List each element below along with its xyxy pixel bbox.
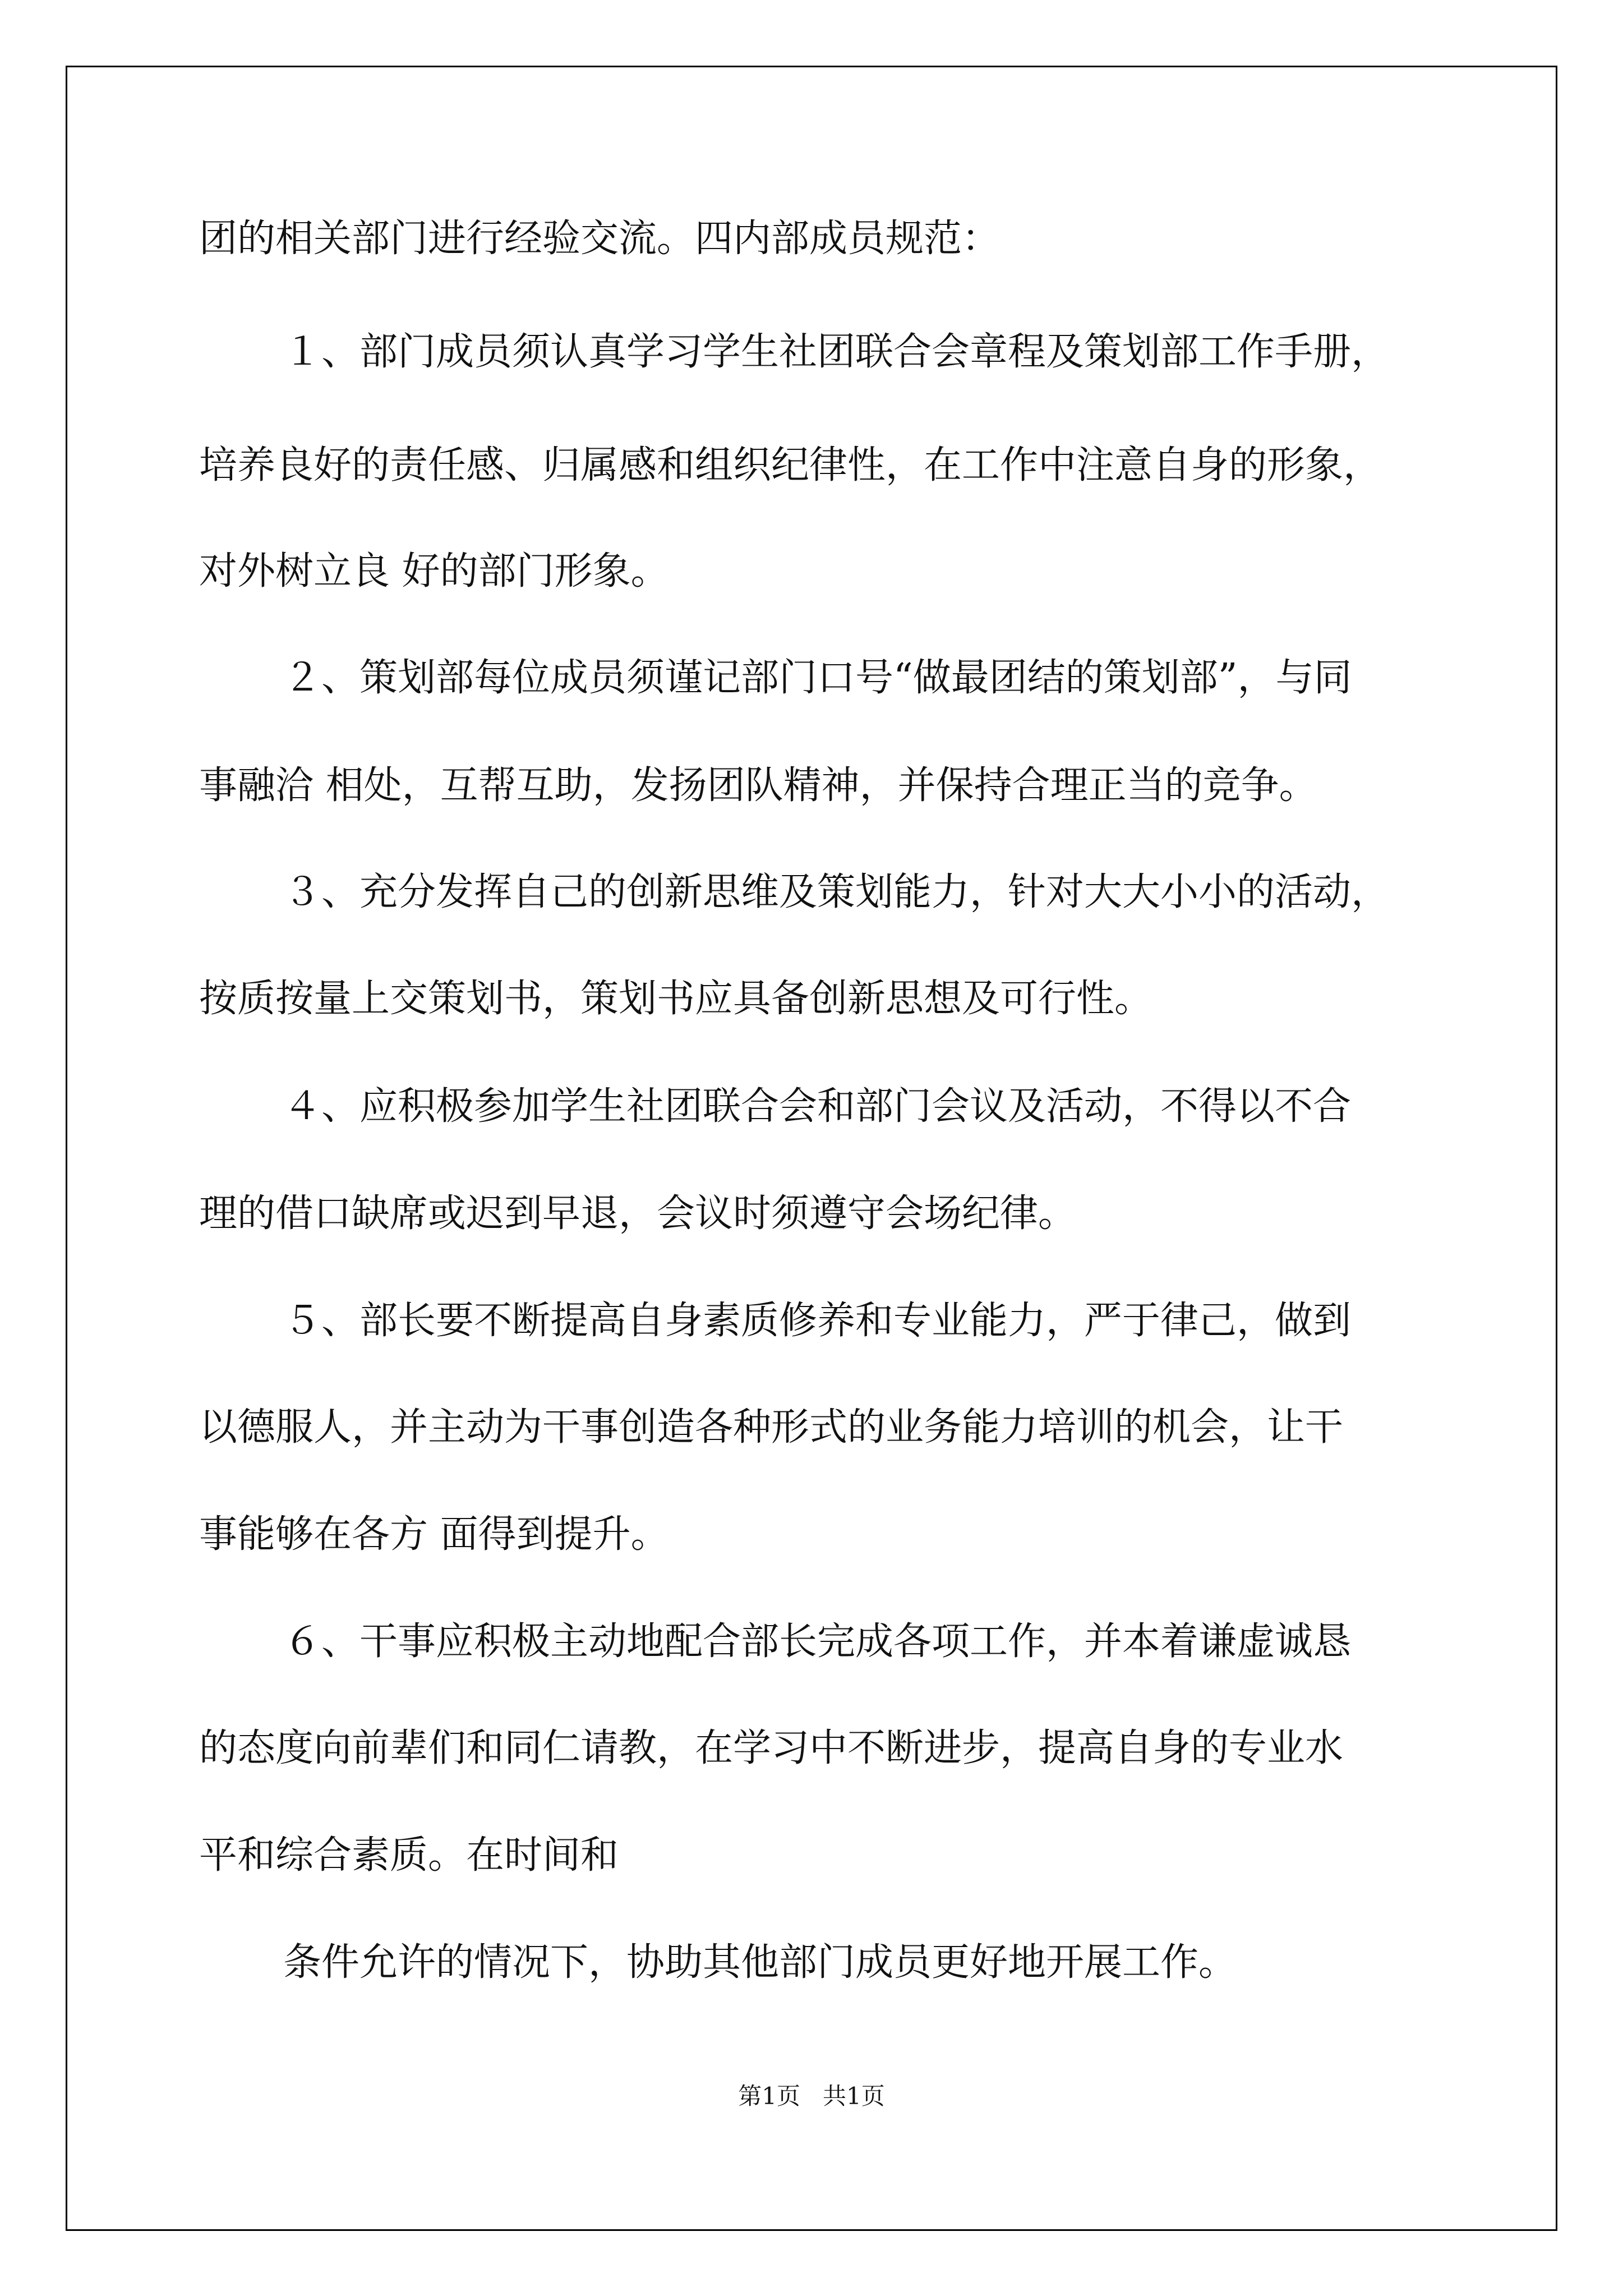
text-line: 对外树立良 好的部门形象。 xyxy=(199,549,669,593)
text-line: 事融洽 相处，互帮互助，发扬团队精神，并保持合理正当的竞争。 xyxy=(199,763,1317,808)
text-line: 理的借口缺席或迟到早退，会议时须遵守会场纪律。 xyxy=(199,1191,1077,1236)
text-line: ２、策划部每位成员须谨记部门口号“做最团结的策划部”，与同 xyxy=(283,656,1352,700)
text-line: 条件允许的情况下，协助其他部门成员更好地开展工作。 xyxy=(283,1940,1237,1985)
text-line: ５、部长要不断提高自身素质修养和专业能力，严于律己，做到 xyxy=(283,1299,1352,1343)
page-footer: 第1页 共1页 xyxy=(738,2082,885,2110)
text-line: ６、干事应积极主动地配合部长完成各项工作，并本着谦虚诚恳 xyxy=(283,1619,1352,1664)
text-line: 培养良好的责任感、归属感和组织纪律性，在工作中注意自身的形象， xyxy=(199,443,1382,487)
text-line: 事能够在各方 面得到提升。 xyxy=(199,1512,669,1557)
text-line: 按质按量上交策划书，策划书应具备创新思想及可行性。 xyxy=(199,977,1153,1021)
text-line: ３、充分发挥自己的创新思维及策划能力，针对大大小小的活动， xyxy=(283,870,1390,914)
text-line: ４、应积极参加学生社团联合会和部门会议及活动，不得以不合 xyxy=(283,1084,1352,1129)
text-line: 以德服人，并主动为干事创造各种形式的业务能力培训的机会，让干 xyxy=(199,1405,1344,1450)
text-line: １、部门成员须认真学习学生社团联合会章程及策划部工作手册， xyxy=(283,330,1390,374)
text-line: 团的相关部门进行经验交流。四内部成员规范： xyxy=(199,217,1000,261)
text-line: 的态度向前辈们和同仁请教，在学习中不断进步，提高自身的专业水 xyxy=(199,1726,1344,1770)
page-frame xyxy=(66,66,1557,2231)
text-line: 平和综合素质。在时间和 xyxy=(199,1833,619,1878)
